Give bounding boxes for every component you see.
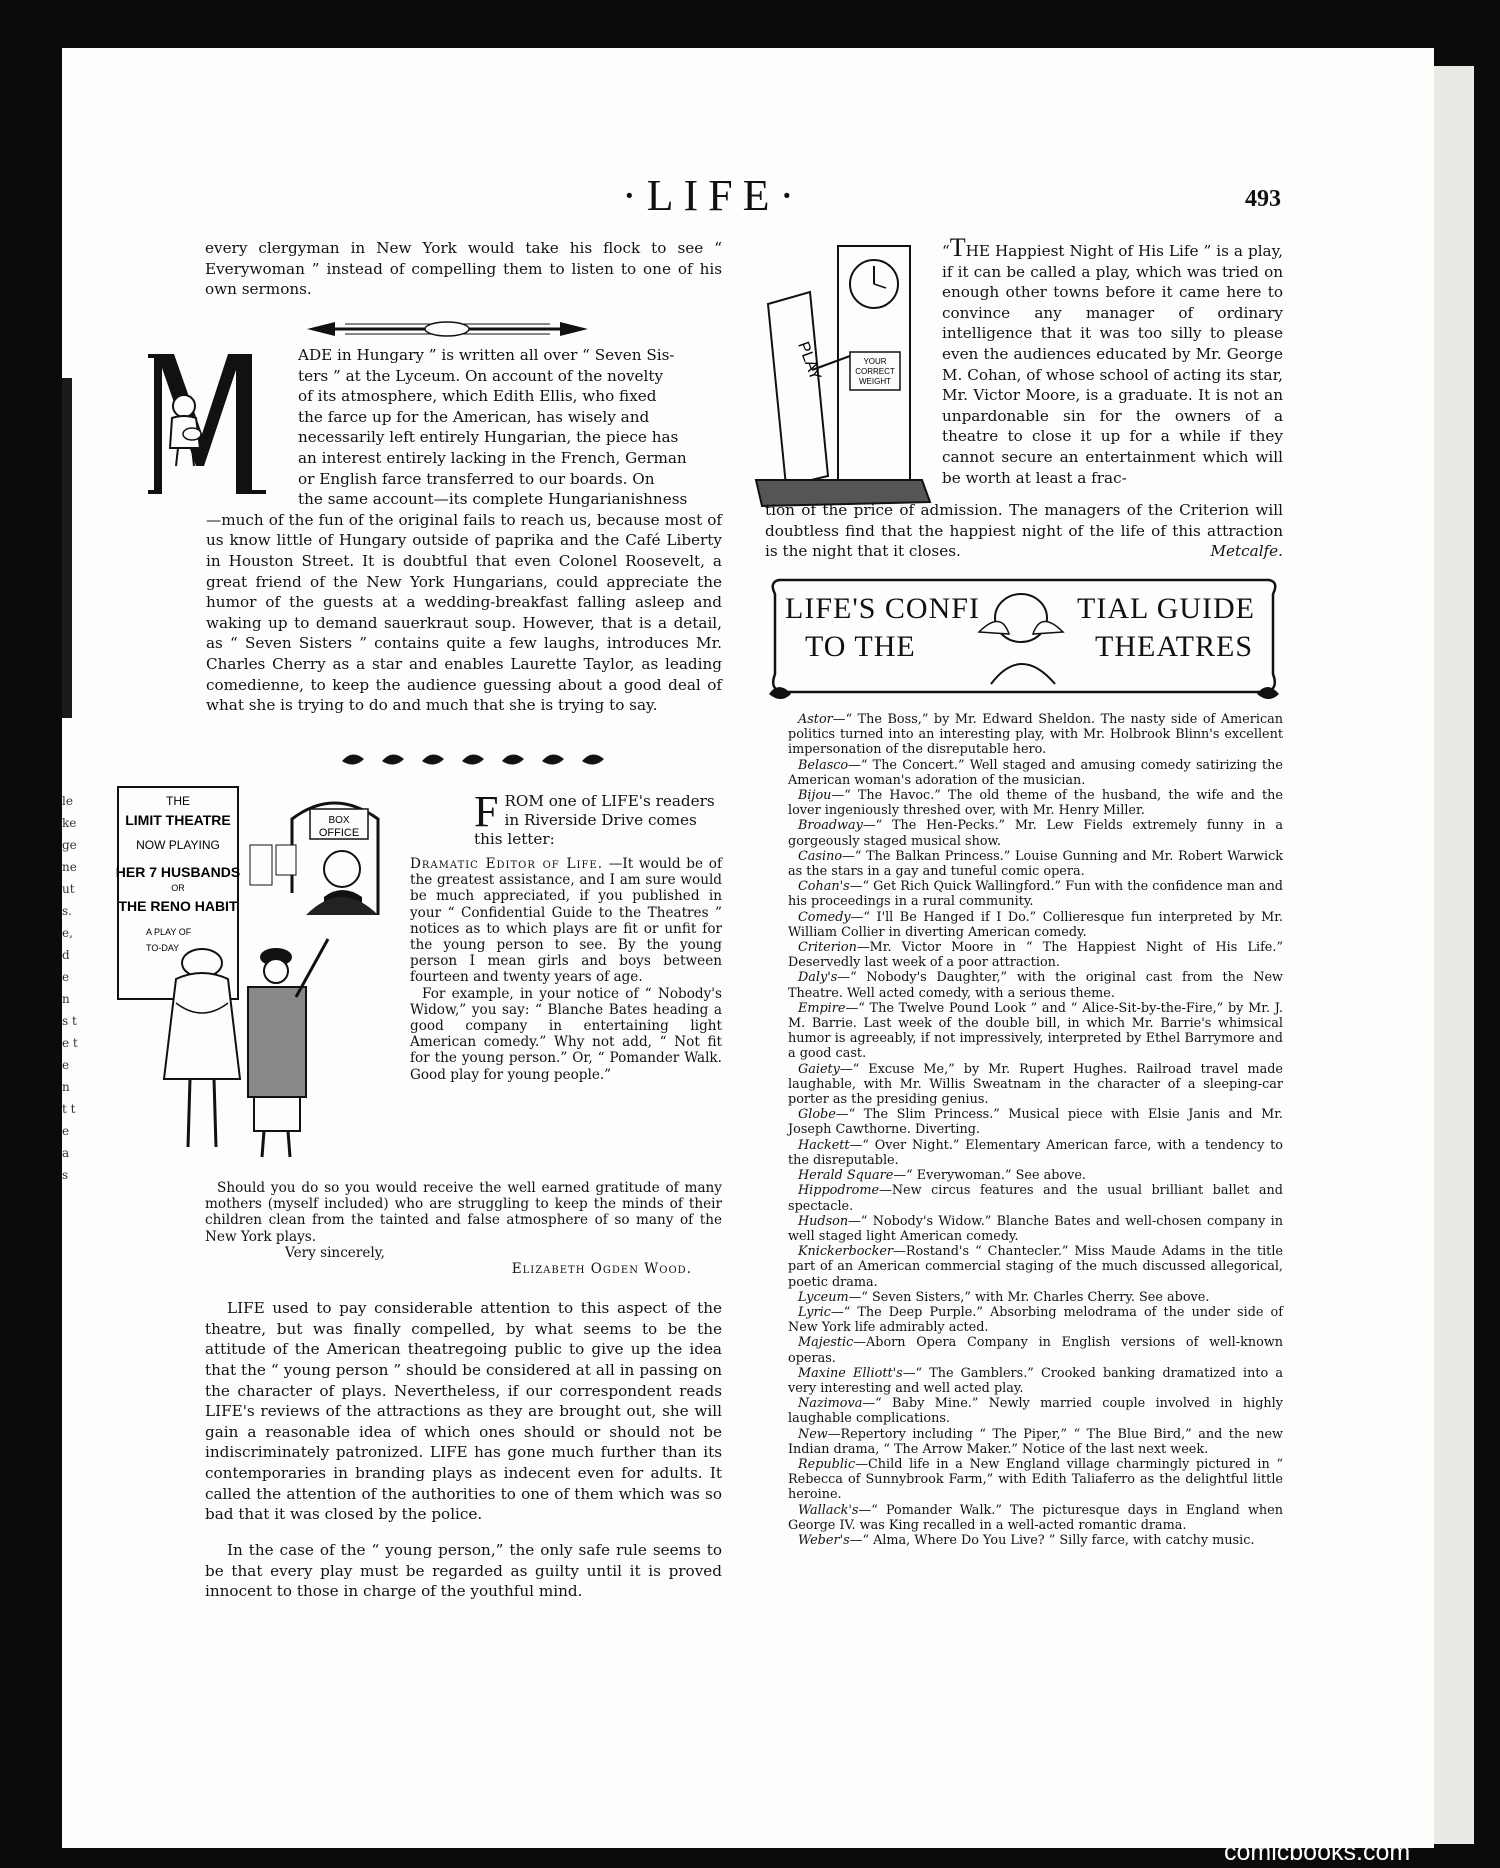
booth-sign-2: OFFICE [318,827,360,839]
guide-entry: Hippodrome—New circus features and the usual brilliant ballet and spectacle. [788,1183,1283,1214]
letter-signoff: Very sincerely, [285,1244,385,1261]
guide-title-part-3: TIAL GUIDE [1077,592,1256,625]
site-watermark: comicbooks.com [1224,1838,1411,1866]
reader-letter: Dramatic Editor of Life. —It would be of the greatest assistance, and I am sure would be much appreciated, if you published in your “ Confidential Guide to the Theatres ” notices as to which plays are fit or unfit for the young person to see. By the young person I mean girls and boys between fourteen and twenty years of age. For example, in your notice of “ Nobody's Widow,” you say: “ Blanche Bates heading a good company in entertaining light American comedy.” Why not add, “ Not fit for the young person.” Or, “ Pomander Walk. Good play for young people.” [410,856,722,1083]
poster-line-3: NOW PLAYING [136,838,220,852]
guide-entry: Lyric—“ The Deep Purple.” Absorbing melodrama of the under side of New York life admirably acted. [788,1304,1283,1336]
page-edge [1430,66,1474,1844]
guide-entry: Astor—“ The Boss,” by Mr. Edward Sheldon. The nasty side of American politics turned into an interesting play, with Mr. Holbrook Blinn's excellent impersonation of the disreputable hero. [788,712,1283,758]
guide-entry: Gaiety—“ Excuse Me,” by Mr. Rupert Hughes. Railroad travel made laughable, with Mr. Willis Sweatnam in the character of a sleeping-car porter as the presiding genius. [788,1061,1283,1108]
guide-entry: Criterion—Mr. Victor Moore in “ The Happiest Night of His Life.” Deservedly last week of a poor attraction. [788,940,1283,971]
guide-entry: Republic—Child life in a New England village charmingly pictured in “ Rebecca of Sunnybrook Farm,” with Edith Taliaferro as the delightful little heroine. [788,1456,1283,1503]
letter-signature: Elizabeth Ogden Wood. [511,1261,692,1278]
page-number: 493 [1245,186,1281,212]
gutter-fragment-text: le ke ge ne ut s. e, d e n s t e t e n t t e a s [62,794,78,1182]
poster-line-5: OR [171,883,185,893]
guide-entry: Empire—“ The Twelve Pound Look ” and “ Alice-Sit-by-the-Fire,” by Mr. J. M. Barrie. Last week of the double bill, in which Mr. Barrie's whimsical humor is agreeably, if not impressively, interpreted by Ethel Barrymore and a good cast. [788,1000,1283,1062]
poster-line-2: LIMIT THEATRE [125,812,231,828]
poster-line-7: A PLAY OF [146,927,192,937]
guide-entry: Maxine Elliott's—“ The Gamblers.” Crooked banking dramatized into a very interesting and well acted play. [788,1365,1283,1396]
facing-page-gutter [62,108,120,1768]
guide-title-part-2: TO THE [805,630,916,663]
scale-label-1: YOUR [863,357,887,366]
byline: Metcalfe. [1210,542,1283,561]
hungary-review: ADE in Hungary ” is written all over “ Seven Sis- ters ” at the Lyceum. On account of the novelty of its atmosphere, which Edith Ellis, who fixed the farce up for the American, has wisely and necessarily left entirely Hungarian, the piece has an interest entirely lacking in the French, German or English farce transferred to our boards. On the same account—its complete Hungarianishness —much of the fun of the original fails to reach us, because most of us know little of Hungary outside of paprika and the Café Liberty in Houston Street. It is doubtful that even Colonel Roosevelt, a great friend of the New York Hungarians, could appreciate the humor of the guests at a wedding-breakfast falling asleep and waking up to demand sauerkraut soup. However, that is a detail, as “ Seven Sisters ” contains quite a few laughs, introduces Mr. Charles Cherry as a star and enables Laurette Taylor, as leading comedienne, to keep the audience guessing about a good deal of what she is trying to do and much that she is trying to say. [206,346,722,715]
poster-line-4: HER 7 HUSBANDS [116,864,241,880]
letter-introduction: FROM one of LIFE's readers in Riverside Drive comes this letter: [474,787,715,848]
guide-entry: Daly's—“ Nobody's Daughter,” with the original cast from the New Theatre. Well acted comedy, with a serious theme. [788,970,1283,1001]
guide-entry: Casino—“ The Balkan Princess.” Louise Gunning and Mr. Robert Warwick as the stars in a gay and tuneful comic opera. [788,848,1283,880]
editorial-reply: LIFE used to pay considerable attention to this aspect of the theatre, but was finally compelled, by what seems to be the attitude of the American theatregoing public to give up the idea that the “ young person ” should be considered at all in passing on the character of plays. Nevertheless, if our correspondent reads LIFE's reviews of the attractions as they are brought out, she will gain a reasonable idea of which ones should or should not be indiscriminately patronized. LIFE has gone much further than its contemporaries in branding plays as indecent even for adults. It called the attention of the authorities to one of them which was so bad that it was closed by the police. In the case of the “ young person,” the only safe rule seems to be that every play must be regarded as guilty until it is proved innocent to those in charge of the youthful mind. [205,1299,722,1601]
guide-entry: Hudson—“ Nobody's Widow.” Blanche Bates and well-chosen company in well staged light American comedy. [788,1213,1283,1244]
opening-paragraph: every clergyman in New York would take his flock to see “ Everywoman ” instead of compelling them to listen to one of his own sermons. [205,239,722,299]
booth-sign-1: BOX [328,815,350,826]
play-scale-cartoon [752,240,934,510]
hungary-review-rest: —much of the fun of the original fails to reach us, because most of us know little of Hungary outside of paprika and the Café Liberty in Houston Street. It is doubtful that even Colonel Roosevelt, a great friend of the New York Hungarians, could appreciate the humor of the guests at a wedding-breakfast falling asleep and waking up to demand sauerkraut soup. However, that is a detail, as “ Seven Sisters ” contains quite a few laughs, introduces Mr. Charles Cherry as a star and enables Laurette Taylor, as leading comedienne, to keep the audience guessing about a good deal of what she is trying to do and much that she is trying to say. [206,510,722,715]
guide-entry: Globe—“ The Slim Princess.” Musical piece with Elsie Janis and Mr. Joseph Cawthorne. Diverting. [788,1107,1283,1138]
guide-entry: Herald Square—“ Everywoman.” See above. [798,1168,1086,1184]
poster-line-8: TO-DAY [146,943,180,953]
theatre-guide-list [788,712,1283,1548]
happiest-night-review: “THE Happiest Night of His Life ” is a play, if it can be called a play, which was tried on enough other towns before it came here to convince any manager of ordinary intelligence that it was too silly to please even the audiences educated by Mr. George M. Cohan, of whose school of acting its star, Mr. Victor Moore, is a graduate. It is not an unpardonable sin for the owners of a theatre to close it up for a while if they cannot secure an entertainment which will be worth at least a frac- [942,233,1283,487]
scale-label-3: WEIGHT [859,377,891,386]
guide-entry: Majestic—Aborn Opera Company in English versions of well-known operas. [788,1335,1283,1366]
ornament-divider [305,318,590,340]
guide-entry: Weber's—“ Alma, Where Do You Live? ” Silly farce, with catchy music. [798,1532,1255,1548]
leaf-flourish-divider [336,747,618,773]
guide-title-part-4: THEATRES [1095,630,1253,663]
happiest-night-review-end: tion of the price of admission. The managers of the Criterion will doubtless find that the happiest night of the life of this attraction is the night that it closes. Metcalfe. [765,501,1283,561]
guide-entry: Bijou—“ The Havoc.” The old theme of the husband, the wife and the lover ingeniously threshed over, with Mr. Henry Miller. [788,788,1283,819]
guide-entry: Hackett—“ Over Night.” Elementary American farce, with a tendency to the disreputable. [788,1137,1283,1168]
guide-entry: Nazimova—“ Baby Mine.” Newly married couple involved in highly laughable complications. [788,1396,1283,1427]
guide-entry: Wallack's—“ Pomander Walk.” The picturesque days in England when George IV. was King recalled in a well-acted romantic drama. [788,1502,1283,1533]
guide-title-part-1: LIFE'S CONFI [785,592,980,625]
guide-entry: Broadway—“ The Hen-Pecks.” Mr. Lew Fields extremely funny in a gorgeously staged musical show. [788,818,1283,849]
guide-entry: Knickerbocker—Rostand's “ Chantecler.” Miss Maude Adams in the title part of an American commercial staging of the much discussed allegorical, poetic drama. [788,1244,1283,1290]
box-office-cartoon [116,783,452,1171]
guide-entry: New—Repertory including “ The Piper,” “ The Blue Bird,” and the new Indian drama, “ The Arrow Maker.” Notice of the last next week. [788,1426,1283,1457]
guide-entry: Cohan's—“ Get Rich Quick Wallingford.” Fun with the confidence man and his proceedings in a rural community. [788,879,1283,910]
guide-entry: Lyceum—“ Seven Sisters,” with Mr. Charles Cherry. See above. [798,1289,1210,1305]
tube-label: PLAY [794,339,824,383]
dropcap-f: F [474,787,499,836]
poster-line-1: THE [166,794,190,808]
guide-entry: Belasco—“ The Concert.” Well staged and amusing comedy satirizing the American woman's adoration of the musician. [788,757,1283,788]
scale-label-2: CORRECT [855,367,895,376]
dropcap-t: T [949,233,966,262]
guide-entry: Comedy—“ I'll Be Hanged if I Do.” Collieresque fun interpreted by Mr. William Collier in diverting American comedy. [788,909,1283,940]
poster-line-6: THE RENO HABIT [118,898,238,914]
gutter-rule [62,378,72,718]
confidential-guide-banner [765,574,1283,704]
reader-letter-end: Should you do so you would receive the well earned gratitude of many mothers (myself included) who are struggling to keep the minds of their children clean from the tainted and false atmosphere of so many of the New York plays. Very sincerely, Elizabeth Ogden Wood. [205,1180,722,1278]
letter-salutation: Dramatic Editor of Life. [410,856,604,872]
running-title: ·LIFE· [622,171,805,220]
